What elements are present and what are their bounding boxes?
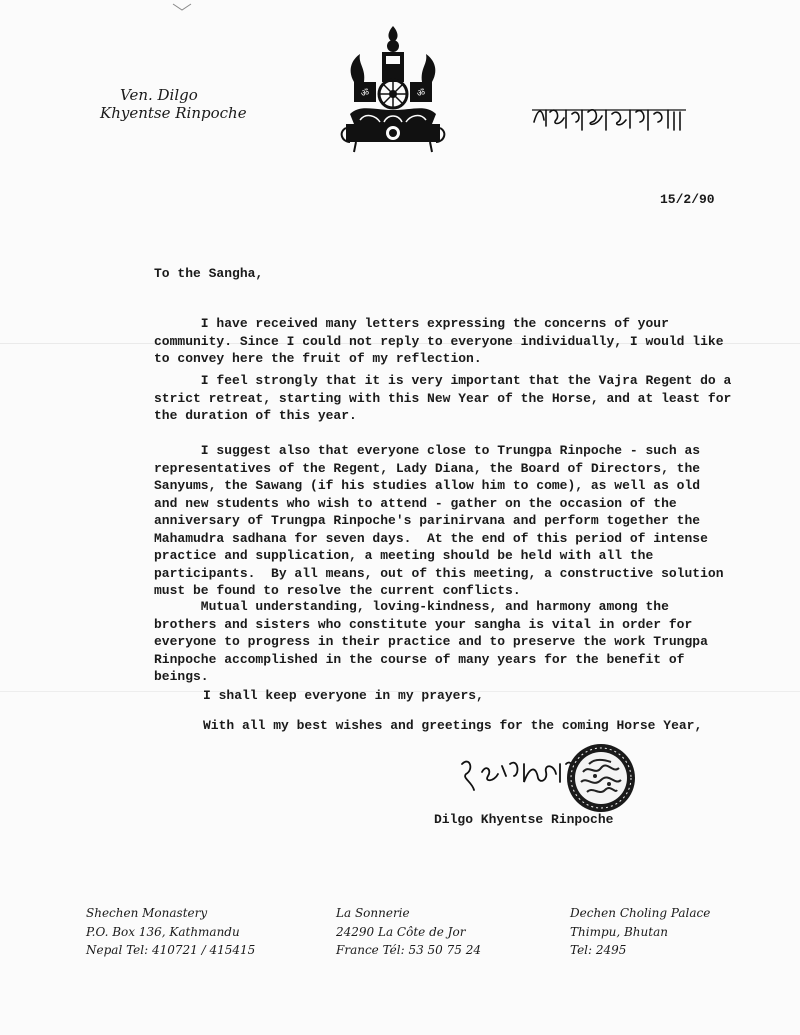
letterhead-name-line1: Ven. Dilgo	[120, 86, 198, 104]
tibetan-script-heading-icon	[530, 100, 690, 136]
footer-line: 24290 La Côte de Jor	[336, 924, 466, 939]
letterhead-name	[100, 86, 280, 122]
footer-line: La Sonnerie	[336, 906, 410, 920]
scan-mark-icon	[172, 2, 192, 12]
letterhead-name-line2: Khyentse Rinpoche	[100, 104, 247, 122]
footer-address-bhutan	[570, 904, 710, 960]
letter-date: 15/2/90	[660, 192, 715, 207]
footer-address-france	[336, 904, 481, 960]
footer-line: Tel: 2495	[570, 943, 627, 957]
footer-line: Shechen Monastery	[86, 906, 208, 920]
body-paragraph: Mutual understanding, loving-kindness, and harmony among the brothers and sisters who constitute your sangha is vital in order for everyone to progress in their practice and to preserve the work Trungpa Rinpoche accomplished in the course of many years for the benefit of beings.	[154, 599, 708, 684]
footer-line: P.O. Box 136, Kathmandu	[86, 924, 240, 939]
footer-line: Thimpu, Bhutan	[570, 924, 668, 939]
footer-line: Dechen Choling Palace	[570, 906, 711, 920]
closing-line: With all my best wishes and greetings for the coming Horse Year,	[203, 718, 703, 733]
buddhist-emblem-icon	[336, 24, 450, 156]
body-paragraph: I have received many letters expressing the concerns of your community. Since I could not reply to everyone individually, I would like to convey here the fruit of my reflection.	[154, 316, 724, 366]
closing-line: I shall keep everyone in my prayers,	[203, 688, 484, 703]
tibetan-signature-icon	[458, 752, 578, 792]
body-paragraph: I feel strongly that it is very important that the Vajra Regent do a strict retreat, starting with this New Year of the Horse, and at least for the duration of this year.	[154, 373, 732, 423]
svg-text:ॐ: ॐ	[416, 89, 426, 99]
footer-address-nepal	[86, 904, 255, 960]
footer-line: France Tél: 53 50 75 24	[336, 943, 481, 957]
signer-name: Dilgo Khyentse Rinpoche	[434, 812, 614, 827]
round-seal-icon	[565, 742, 637, 814]
salutation: To the Sangha,	[154, 266, 264, 281]
svg-text:ॐ: ॐ	[360, 89, 370, 99]
body-paragraph: I suggest also that everyone close to Trungpa Rinpoche - such as representatives of the Regent, Lady Diana, the Board of Directors, the Sanyums, the Sawang (if his studies allow him to come), as well as old and new students who wish to attend - gather on the occasion of the anniversary of Trungpa Rinpoche's parinirvana and perform together the Mahamudra sadhana for seven days. At the end of this period of intense practice and supplication, a meeting should be held with all the participants. By all means, out of this meeting, a constructive solution must be found to resolve the current conflicts.	[154, 443, 724, 598]
footer-line: Nepal Tel: 410721 / 415415	[86, 943, 256, 957]
